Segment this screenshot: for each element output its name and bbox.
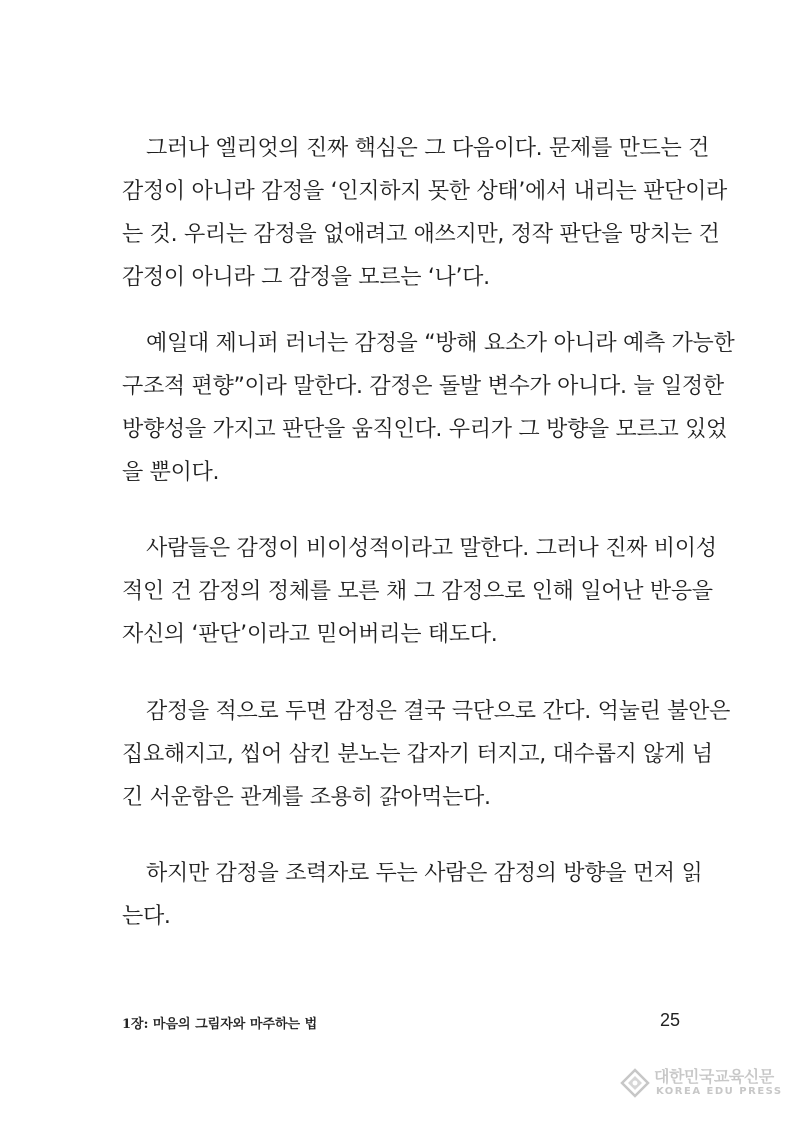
paragraph-2 bbox=[122, 322, 735, 494]
page-number: 25 bbox=[659, 1010, 680, 1030]
paragraph-line: 예일대 제니퍼 러너는 감정을 “방해 요소가 아니라 예측 가능한 bbox=[146, 331, 735, 356]
paragraph-line: 자신의 ‘판단’이라고 믿어버리는 태도다. bbox=[122, 622, 498, 647]
paragraph-line: 적인 건 감정의 정체를 모른 채 그 감정으로 인해 일어난 반응을 bbox=[122, 579, 713, 604]
paragraph-line: 감정이 아니라 그 감정을 모르는 ‘나’다. bbox=[122, 265, 490, 290]
paragraph-line: 사람들은 감정이 비이성적이라고 말한다. 그러나 진짜 비이성 bbox=[146, 536, 717, 561]
paragraph-line: 그러나 엘리엇의 진짜 핵심은 그 다음이다. 문제를 만드는 건 bbox=[146, 136, 710, 161]
paragraph-line: 방향성을 가지고 판단을 움직인다. 우리가 그 방향을 모르고 있었 bbox=[122, 417, 727, 442]
paragraph-line: 을 뿐이다. bbox=[122, 460, 220, 485]
paragraph-5 bbox=[122, 852, 703, 938]
paragraph-line: 감정을 적으로 두면 감정은 결국 극단으로 간다. 억눌린 불안은 bbox=[146, 699, 731, 724]
paragraph-1 bbox=[122, 127, 727, 299]
diamond-logo-icon bbox=[620, 1068, 650, 1098]
paragraph-line: 감정이 아니라 감정을 ‘인지하지 못한 상태’에서 내리는 판단이라 bbox=[122, 179, 727, 204]
paragraph-3 bbox=[122, 527, 717, 656]
watermark-title: 대한민국교육신문 bbox=[654, 1067, 774, 1086]
paragraph-line: 구조적 편향”이라 말한다. 감정은 돌발 변수가 아니다. 늘 일정한 bbox=[122, 374, 724, 399]
paragraph-4 bbox=[122, 690, 731, 819]
paragraph-line: 하지만 감정을 조력자로 두는 사람은 감정의 방향을 먼저 읽 bbox=[146, 861, 703, 886]
paragraph-line: 긴 서운함은 관계를 조용히 갉아먹는다. bbox=[122, 785, 491, 810]
watermark-subtitle: KOREA EDU PRESS bbox=[656, 1086, 783, 1097]
paragraph-line: 는 것. 우리는 감정을 없애려고 애쓰지만, 정작 판단을 망치는 건 bbox=[122, 222, 720, 247]
press-watermark bbox=[620, 1062, 783, 1108]
chapter-title: 1장: 마음의 그림자와 마주하는 법 bbox=[122, 1017, 318, 1032]
paragraph-line: 는다. bbox=[122, 904, 171, 929]
paragraph-line: 집요해지고, 씹어 삼킨 분노는 갑자기 터지고, 대수롭지 않게 넘 bbox=[122, 742, 713, 767]
